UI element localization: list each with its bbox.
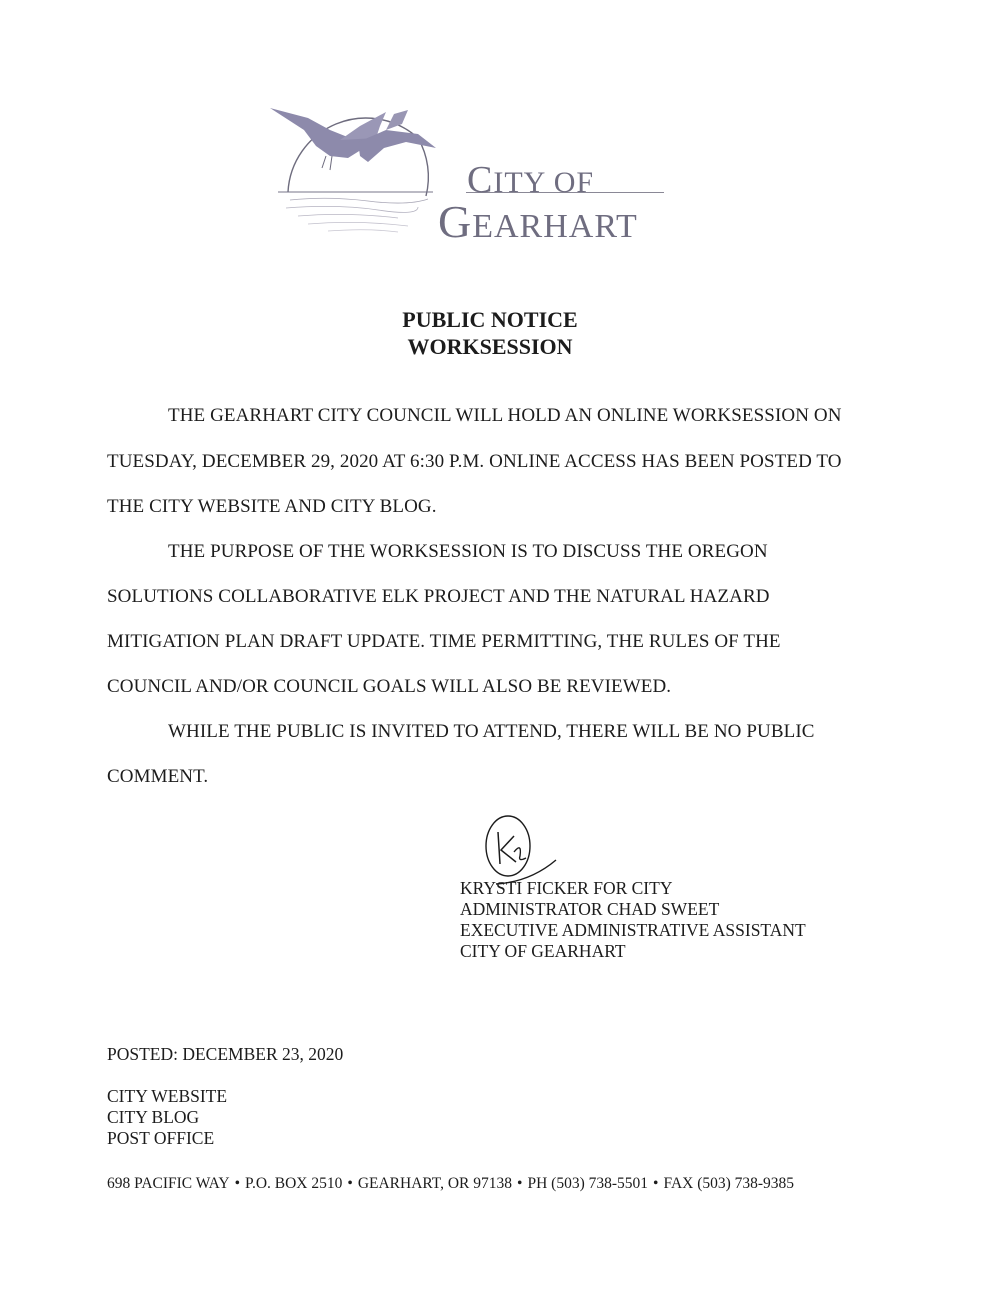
- footer-address: [107, 1175, 794, 1193]
- logo-line-gearhart: [438, 195, 638, 248]
- footer-separator: •: [347, 1175, 353, 1192]
- body-p2-line2: SOLUTIONS COLLABORATIVE ELK PROJECT AND THE NATURAL HAZARD: [107, 586, 770, 607]
- body-p2-line3: MITIGATION PLAN DRAFT UPDATE. TIME PERMITTING, THE RULES OF THE: [107, 631, 781, 652]
- footer-po-box: P.O. BOX 2510: [245, 1175, 343, 1192]
- body-p3-line2: COMMENT.: [107, 766, 209, 787]
- footer-separator: •: [234, 1175, 241, 1192]
- notice-subtitle: WORKSESSION: [407, 334, 573, 359]
- logo-initial-c: C: [467, 159, 494, 201]
- footer-phone: PH (503) 738-5501: [527, 1175, 649, 1192]
- footer-fax: FAX (503) 738-9385: [663, 1175, 795, 1192]
- body-p2-line1: THE PURPOSE OF THE WORKSESSION IS TO DISCUSS THE OREGON: [168, 541, 768, 562]
- footer-city: GEARHART, OR 97138: [357, 1175, 513, 1192]
- signature-line4: CITY OF GEARHART: [460, 941, 626, 961]
- posted-date: POSTED: DECEMBER 23, 2020: [107, 1044, 344, 1064]
- posted-location: CITY WEBSITE: [107, 1086, 228, 1106]
- body-p1-line3: THE CITY WEBSITE AND CITY BLOG.: [107, 496, 437, 517]
- signature-line2: ADMINISTRATOR CHAD SWEET: [460, 899, 720, 919]
- body-p3-line1: WHILE THE PUBLIC IS INVITED TO ATTEND, THERE WILL BE NO PUBLIC: [168, 721, 815, 742]
- posted-location: POST OFFICE: [107, 1128, 215, 1148]
- footer-street: 698 PACIFIC WAY: [107, 1175, 230, 1192]
- city-logo: [268, 100, 668, 247]
- logo-initial-g: G: [438, 196, 473, 247]
- footer-separator: •: [653, 1175, 659, 1192]
- logo-rest-gearhart: EARHART: [472, 208, 638, 245]
- posted-location: CITY BLOG: [107, 1107, 200, 1127]
- body-p2-line4: COUNCIL AND/OR COUNCIL GOALS WILL ALSO BE REVIEWED.: [107, 676, 672, 697]
- signature-line1: KRYSTI FICKER FOR CITY: [460, 878, 673, 898]
- logo-rest-city-of: ITY OF: [493, 166, 595, 199]
- body-p1-line1: THE GEARHART CITY COUNCIL WILL HOLD AN ONLINE WORKSESSION ON: [168, 405, 842, 426]
- body-p1-line2: TUESDAY, DECEMBER 29, 2020 AT 6:30 P.M. ONLINE ACCESS HAS BEEN POSTED TO: [107, 451, 842, 472]
- footer-separator: •: [517, 1175, 523, 1192]
- signature-line3: EXECUTIVE ADMINISTRATIVE ASSISTANT: [460, 920, 806, 940]
- notice-title: PUBLIC NOTICE: [402, 307, 578, 332]
